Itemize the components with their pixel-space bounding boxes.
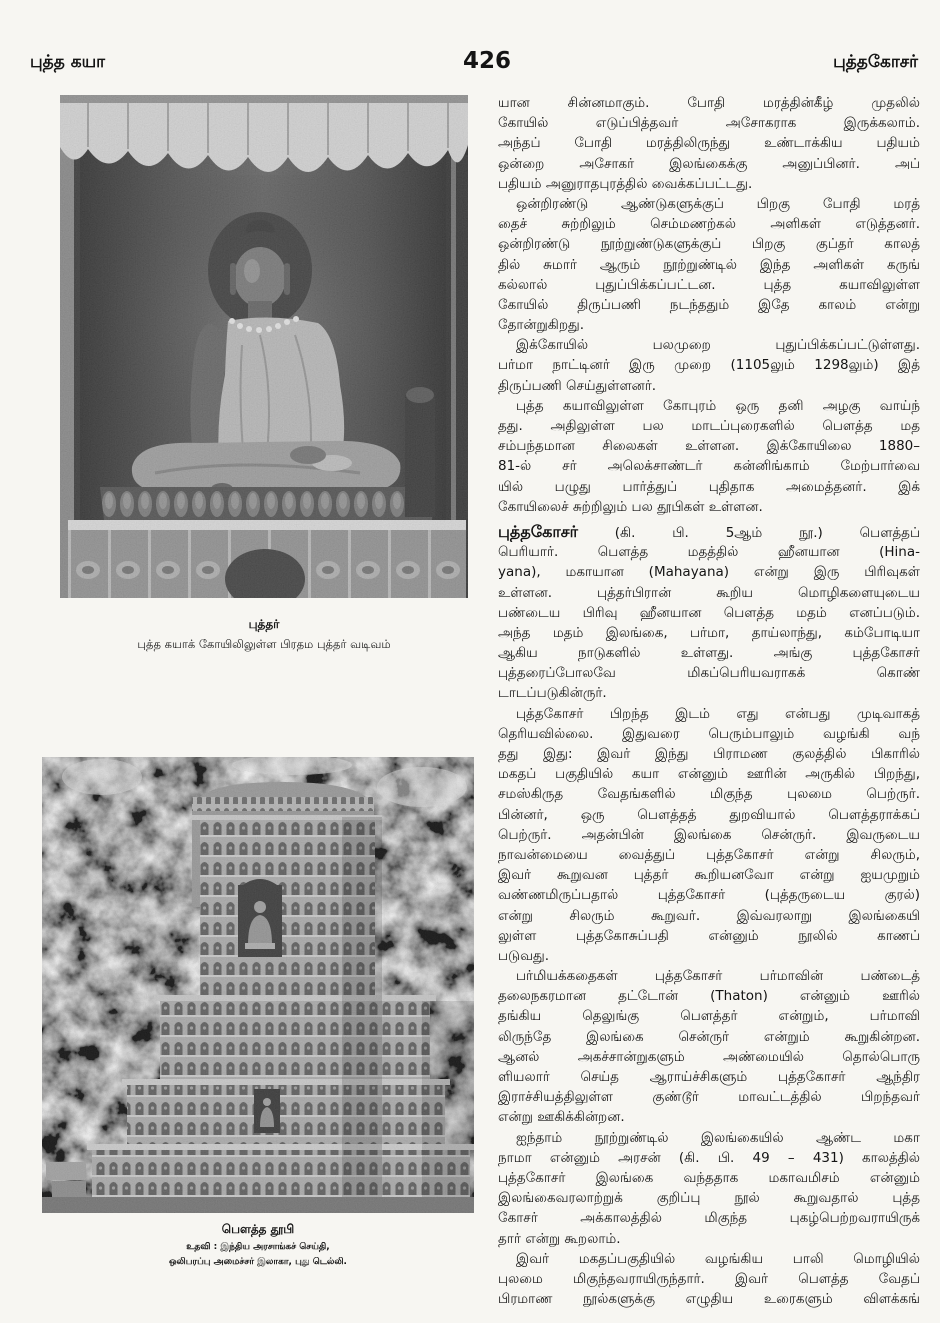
running-header-right: புத்தகோசர் bbox=[833, 52, 918, 72]
text-line: வண்ணமிருப்பதால் புத்தகோசர் (புத்தருடைய குரல்) bbox=[498, 887, 920, 904]
text-line: அந்த மதம் இலங்கை, பர்மா, தாய்லாந்து, கம்போடியா bbox=[498, 624, 920, 641]
text-line: படுவது. bbox=[498, 947, 550, 964]
text-line: புத்தகோசர் பிறந்த இடம் எது என்பது முடிவாகத் bbox=[516, 705, 920, 722]
text-line: கோயிலைச் சுற்றிலும் பல தூபிகள் உள்ளன. bbox=[498, 498, 763, 515]
text-line: பர்மியக்கதைகள் புத்தகோசர் பர்மாவின் பண்டைத் bbox=[516, 968, 920, 985]
text-line: யான சின்னமாகும். போதி மரத்தின்கீழ் முதலில் bbox=[498, 95, 920, 111]
paragraph bbox=[498, 335, 920, 396]
paragraph bbox=[498, 194, 920, 335]
text-line: அந்தப் போதி மரத்திலிருந்து உண்டாக்கிய பதியம் bbox=[498, 135, 920, 152]
text-line: சம்பந்தமான சிலைகள் உள்ளன. இக்கோயிலை 1880– bbox=[498, 438, 920, 455]
text-line: லிருந்தே இலங்கை சென்ருர் என்றும் கூறுகின்றன. bbox=[498, 1028, 920, 1045]
text-line: ஆனல் அகச்சான்றுகளும் அண்மையில் தொல்பொரு bbox=[498, 1048, 920, 1065]
text-line: ஐந்தாம் நூற்றுண்டில் இலங்கையில் ஆண்ட மகா bbox=[516, 1129, 920, 1146]
text-line: யில் பழுது பார்த்துப் புதிதாக அமைத்தனர். இக் bbox=[498, 478, 920, 495]
text-line: கோசர் அக்காலத்தில் மிகுந்த புகழ்பெற்றவராயிருக் bbox=[498, 1210, 920, 1227]
text-line: திருப்பணி செய்துள்ளனர். bbox=[498, 377, 657, 394]
text-line: தோன்றுகிறது. bbox=[498, 317, 585, 334]
text-line bbox=[498, 522, 920, 542]
running-header-left: புத்த கயா bbox=[30, 52, 106, 72]
text-line: தில் சுமார் ஆரும் நூற்றுண்டில் இந்த அளிகள் கருங் bbox=[498, 256, 920, 273]
figure-1-title: புத்தர் bbox=[248, 617, 280, 631]
text-line: ஆகிய நாடுகளில் உள்ளது. அங்கு புத்தகோசர் bbox=[498, 645, 920, 662]
text-line: இவர் கூறுவன புத்தர் கூறியனவோ என்று ஐயமுறும் bbox=[498, 867, 920, 884]
paragraph bbox=[498, 966, 920, 1128]
text-line: தைச் சுற்றிலும் செம்மணற்கல் அளிகள் எடுத்தனர். bbox=[498, 216, 920, 233]
text-line: ஒன்றை அசோகர் இலங்கைக்கு அனுப்பினர். அப் bbox=[498, 155, 920, 172]
text-line: சமஸ்கிருத வேதங்களில் மிகுந்த புலமை பெற்ருர். bbox=[498, 786, 920, 803]
paragraph bbox=[498, 704, 920, 966]
article-column bbox=[498, 93, 920, 1309]
text-line: டாடப்படுகின்ருர். bbox=[498, 685, 607, 702]
entry-heading: புத்தகோசர் bbox=[498, 521, 578, 541]
page-number: 426 bbox=[462, 48, 511, 74]
text-line: தார் என்று கூறலாம். bbox=[498, 1230, 621, 1247]
text-line: பிரமாண நூல்களுக்கு எழுதிய உரைகளும் விளக்கங் bbox=[498, 1291, 920, 1308]
figure-2-title: பௌத்த தூபி bbox=[221, 1222, 295, 1236]
figure-buddha bbox=[60, 95, 468, 598]
text-line: லுள்ள புத்தகோசுப்பதி என்னும் நூலில் காணப் bbox=[498, 927, 920, 944]
text-line: கோயில் திருப்பணி நடந்ததும் இதே காலம் என்று bbox=[498, 296, 920, 313]
text-line: தலைநகரமான தட்டோன் (Thaton) என்னும் ஊரில் bbox=[498, 988, 920, 1005]
text-line: 81-ல் சர் அலெக்சாண்டர் கன்னிங்காம் மேற்பார்வை bbox=[498, 458, 920, 475]
text-line: இலங்கைவரலாற்றுக் குறிப்பு நூல் கூறுவதால் புத்த bbox=[498, 1190, 920, 1207]
text-line: தது. அதிலுள்ள பல மாடப்புரைகளில் பௌத்த மத bbox=[498, 418, 920, 434]
text-line: புத்தகோசர் இலங்கை வந்ததாக மகாவமிசம் என்னும் bbox=[498, 1169, 920, 1186]
figure-stupa bbox=[42, 757, 474, 1213]
text-line: கல்லால் புதுப்பிக்கப்பட்டன. புத்த கயாவிலுள்ள bbox=[498, 276, 920, 293]
text-line: நாவன்மையை வைத்துப் புத்தகோசர் என்று சிலரும், bbox=[498, 846, 920, 863]
paragraph bbox=[498, 1249, 920, 1310]
text-line: தது இது: இவர் இந்து பிராமண குலத்தில் பிகாரில் bbox=[498, 746, 920, 762]
paragraph bbox=[498, 396, 920, 517]
entry-heading-rest: (கி. பி. 5ஆம் நூ.) பௌத்தப் bbox=[614, 524, 920, 541]
text-line: உள்ளன. புத்தர்பிரான் கூறிய மொழிகளையுடைய bbox=[498, 584, 920, 601]
text-line: பின்னர், ஒரு பௌத்தத் துறவியால் பௌத்தராக்கப் bbox=[498, 806, 920, 823]
paragraph bbox=[498, 1128, 920, 1249]
text-line: தங்கிய தெலுங்கு பௌத்தர் என்றும், பர்மாவி bbox=[498, 1008, 920, 1025]
text-line: பர்மா நாட்டினர் இரு முறை (1105லும் 1298லும்) இத் bbox=[498, 357, 920, 374]
text-line: பண்டைய பிரிவு ஹீனயான பௌத்த மதம் எனப்படும். bbox=[498, 604, 920, 621]
text-line: புத்தரைப்போலவே மிகப்பெரியவராகக் கொண் bbox=[498, 665, 920, 682]
text-line: கோயில் எடுப்பித்தவர் அசோகராக இருக்கலாம். bbox=[498, 115, 920, 132]
text-line: ஒன்றிரண்டு ஆண்டுகளுக்குப் பிறகு போதி மரத் bbox=[516, 195, 920, 212]
text-line: பெரியார். பௌத்த மதத்தில் ஹீனயான (Hina- bbox=[498, 544, 920, 561]
text-line: இராச்சியத்திலுள்ள குண்டூர் மாவட்டத்தில் பிறந்தவர் bbox=[498, 1089, 920, 1106]
stupa-photo bbox=[42, 757, 474, 1213]
figure-2-credit-line: ஒலிபரப்பு அமைச்சர் இலாகா, புது டெல்லி. bbox=[169, 1257, 347, 1267]
text-line: புலமை மிகுந்தவராயிருந்தார். இவர் பௌத்த வேதப் bbox=[498, 1270, 920, 1287]
text-line: பெற்ருர். அதன்பின் இலங்கை சென்ருர். இவருடைய bbox=[498, 826, 920, 843]
paragraph bbox=[498, 93, 920, 194]
text-line: தெரியவில்லை. இதுவரை பெரும்பாலும் வழங்கி வந் bbox=[498, 725, 920, 742]
text-line: இக்கோயில் பலமுறை புதுப்பிக்கப்பட்டுள்ளது. bbox=[516, 337, 920, 354]
text-line: இவர் மகதப்பகுதியில் வழங்கிய பாலி மொழியில் bbox=[516, 1250, 920, 1267]
text-line: என்று சிலரும் கூறுவர். இவ்வரலாறு இலங்கையி bbox=[498, 907, 920, 924]
text-line: ஒன்றிரண்டு நூற்றுண்டுகளுக்குப் பிறகு குப்தர் காலத் bbox=[498, 236, 920, 253]
buddha-statue-photo bbox=[60, 95, 468, 598]
text-line: பதியம் அனுராதபுரத்தில் வைக்கப்பட்டது. bbox=[498, 175, 753, 192]
figure-2-credit-line: உதவி : இந்திய அரசாங்கச் செய்தி, bbox=[186, 1242, 330, 1252]
text-line: yana), மகாயான (Mahayana) என்று இரு பிரிவுகள் bbox=[498, 564, 920, 581]
text-line: நாமா என்னும் அரசன் (கி. பி. 49 – 431) காலத்தில் bbox=[498, 1149, 920, 1166]
text-line: புத்த கயாவிலுள்ள கோபுரம் ஒரு தனி அழகு வாய்ந் bbox=[516, 397, 920, 414]
text-line: ளியலார் செய்த ஆராய்ச்சிகளும் புத்தகோசர் ஆந்திர bbox=[498, 1069, 920, 1085]
figure-1-caption: புத்த கயாக் கோயிலிலுள்ள பிரதம புத்தர் வடிவம் bbox=[137, 637, 391, 651]
entry-paragraph bbox=[498, 522, 920, 704]
text-line: மகதப் பகுதியில் கயா என்னும் ஊரின் அருகில் பிறந்து, bbox=[498, 766, 920, 783]
text-line: என்று ஊகிக்கின்றன. bbox=[498, 1109, 625, 1126]
